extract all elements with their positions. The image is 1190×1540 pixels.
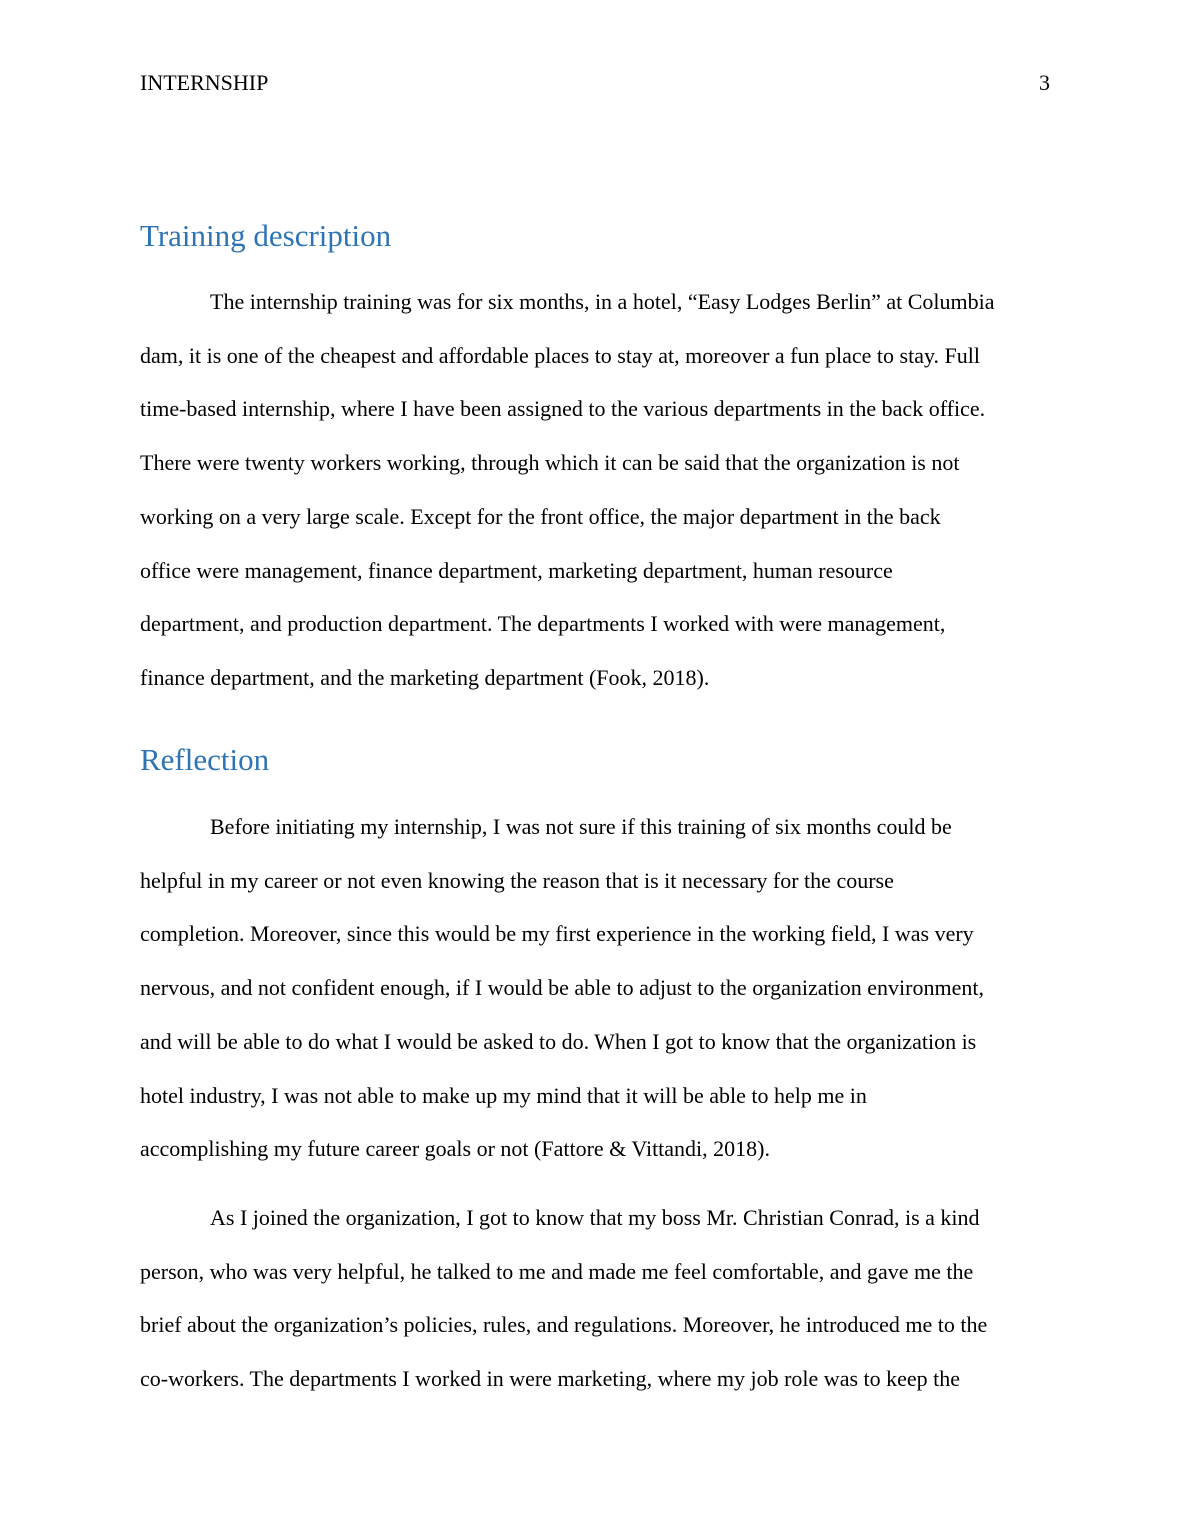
paragraph-line: and will be able to do what I would be asked to do. When I got to know that the organization is — [140, 1028, 977, 1054]
paragraph-line: hotel industry, I was not able to make up my mind that it will be able to help me in — [140, 1082, 867, 1108]
paragraph-line: office were management, finance department, marketing department, human resource — [140, 557, 893, 583]
paragraph-line: dam, it is one of the cheapest and affordable places to stay at, moreover a fun place to stay. Full — [140, 342, 980, 368]
paragraph-line: department, and production department. The departments I worked with were management, — [140, 611, 946, 637]
page-number: 3 — [1039, 70, 1050, 95]
paragraph-line: The internship training was for six months, in a hotel, “Easy Lodges Berlin” at Columbia — [210, 289, 995, 314]
training-description-paragraph — [140, 275, 1060, 705]
paragraph-line: completion. Moreover, since this would be my first experience in the working field, I was very — [140, 921, 974, 947]
paragraph-line: As I joined the organization, I got to know that my boss Mr. Christian Conrad, is a kind — [210, 1205, 980, 1230]
reflection-paragraph-2 — [140, 1191, 1060, 1406]
paragraph-line: Before initiating my internship, I was not sure if this training of six months could be — [210, 814, 952, 839]
running-head: INTERNSHIP — [140, 70, 269, 95]
section-heading-reflection: Reflection — [140, 742, 270, 777]
reflection-paragraph-1 — [140, 800, 1060, 1176]
paragraph-line: brief about the organization’s policies, rules, and regulations. Moreover, he introduced me to the — [140, 1312, 988, 1338]
section-heading-training-description: Training description — [140, 218, 392, 253]
page-header — [140, 68, 1050, 98]
paragraph-line: time-based internship, where I have been assigned to the various departments in the back office. — [140, 396, 986, 422]
paragraph-line: working on a very large scale. Except for the front office, the major department in the back — [140, 503, 941, 529]
paragraph-line: accomplishing my future career goals or not (Fattore & Vittandi, 2018). — [140, 1136, 770, 1162]
paragraph-line: There were twenty workers working, through which it can be said that the organization is not — [140, 450, 960, 476]
paragraph-line: nervous, and not confident enough, if I would be able to adjust to the organization environment, — [140, 975, 984, 1001]
paragraph-line: person, who was very helpful, he talked to me and made me feel comfortable, and gave me the — [140, 1258, 974, 1284]
paragraph-line: finance department, and the marketing department (Fook, 2018). — [140, 664, 710, 690]
paragraph-line: helpful in my career or not even knowing the reason that is it necessary for the course — [140, 867, 894, 893]
paragraph-line: co-workers. The departments I worked in were marketing, where my job role was to keep the — [140, 1366, 961, 1392]
